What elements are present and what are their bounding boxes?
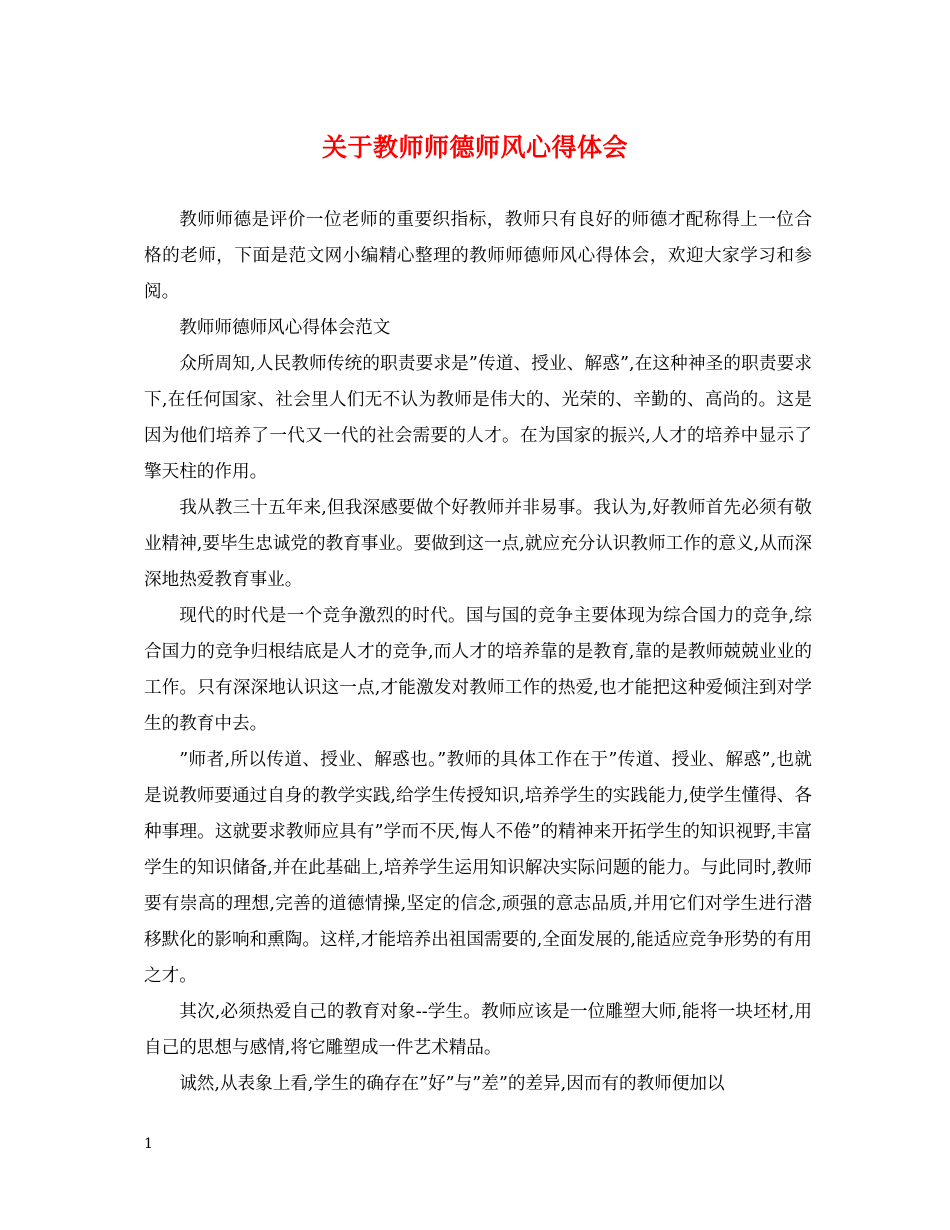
paragraph: ”师者,所以传道、授业、解惑也。”教师的具体工作在于”传道、授业、解惑”,也就是说教师要通过自身的教学实践,给学生传授知识,培养学生的实践能力,使学生懂得、各种事理。这就要求教师应具有”学而不厌,悔人不倦”的精神来开拓学生的知识视野,丰富学生的知识储备,并在此基础上,培养学生运用知识解决实际问题的能力。与此同时,教师要有崇高的理想,完善的道德情操,坚定的信念,顽强的意志品质,并用它们对学生进行潜移默化的影响和熏陶。这样,才能培养出祖国需要的,全面发展的,能适应竞争形势的有用之才。	[144, 750, 812, 986]
document-body	[144, 202, 812, 1102]
page-number: 1	[144, 1136, 153, 1152]
paragraph: 诚然,从表象上看,学生的确存在”好”与”差”的差异,因而有的教师便加以	[179, 1074, 725, 1094]
paragraph-intro: 教师师德是评价一位老师的重要织指标，教师只有良好的师德才配称得上一位合格的老师，下面是范文网小编精心整理的教师师德师风心得体会，欢迎大家学习和参阅。	[144, 210, 812, 302]
paragraph: 其次,必须热爱自己的教育对象--学生。教师应该是一位雕塑大师,能将一块坯材,用自己的思想与感情,将它雕塑成一件艺术精品。	[144, 1002, 812, 1058]
paragraph-subtitle: 教师师德师风心得体会范文	[179, 318, 391, 338]
paragraph: 现代的时代是一个竞争激烈的时代。国与国的竞争主要体现为综合国力的竞争,综合国力的竞争归根结底是人才的竞争,而人才的培养靠的是教育,靠的是教师兢兢业业的工作。只有深深地认识这一点,才能激发对教师工作的热爱,也才能把这种爱倾注到对学生的教育中去。	[144, 606, 812, 734]
paragraph: 我从教三十五年来,但我深感要做个好教师并非易事。我认为,好教师首先必须有敬业精神,要毕生忠诚党的教育事业。要做到这一点,就应充分认识教师工作的意义,从而深深地热爱教育事业。	[144, 498, 812, 590]
paragraph: 众所周知,人民教师传统的职责要求是”传道、授业、解惑”,在这种神圣的职责要求下,在任何国家、社会里人们无不认为教师是伟大的、光荣的、辛勤的、高尚的。这是因为他们培养了一代又一代的社会需要的人才。在为国家的振兴,人才的培养中显示了擎天柱的作用。	[144, 354, 812, 482]
document-title: 关于教师师德师风心得体会	[321, 133, 628, 162]
